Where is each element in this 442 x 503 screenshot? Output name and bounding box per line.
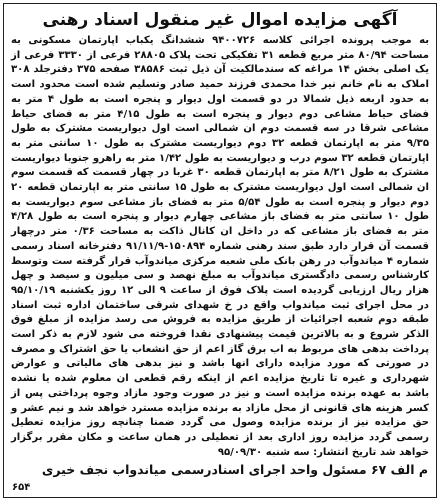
notice-frame bbox=[3, 3, 437, 498]
notice-signature: م الف ۶۷ مسئول واحد اجرای اسنادرسمی میاندواب نجف خیری bbox=[41, 462, 428, 478]
notice-body: به موجب پرونده اجرائی کلاسه ۹۴۰۰۷۲۶ ششدانگ یکباب اپارتمان مسکونی به مساحت ۸۰/۹۴ متر مربع قطعه ۳۱ تفکیکی تحت پلاک ۲۸۸۰۵ فرعی از ۳۳۳۰ فرعی از یک اصلی بخش ۱۴ مراغه که سندمالکیت آن ذیل ثبت ۳۸۵۸۶ صفحه ۳۷۵ دفترجلد ۳۰۸ املاک به نام خانم نیر خدا محمدی فرزند حمید صادر وتسلیم شده است محدود است به حدود اربعه ذیل شمالا در دو قسمت اول دیوار و پنجره است به طول ۴ متر به فضای حیاط مشاعی دوم دیوار و پنجره است به طول ۴/۱۵ متر به فضای حیاط مشاعی شرقا در سه قسمت دوم ان شمالی است اول دیواریست مشترک به طول ۹/۳۵ متر به اپارتمان قطعه ۳۲ دوم دیواریست مشترک به طول ۱۰ سانتی متر به اپارتمان قطعه ۳۲ سوم درب و دیواریست به طول ۱/۴۲ متر به راهرو جنوبا دیواریست مشترک به طول ۸/۲۱ متر به اپارتمان قطعه ۳۰ غربا در چهار قسمت که قسمت سوم ان شمالی است اول دیواریست مشترک به طول ۱۵ سانتی متر به اپارتمان قطعه ۲۰ دوم دیوار و پنجره است به طول ۵/۵۴ متر به فضای باز مشاعی سوم دیواریست به طول ۱۰ سانتی متر به فضای باز مشاعی چهارم دیوار و پنجره است به طول ۴/۲۸ متر به فضای باز مشاعی که در داخل ان کانال ذاکت به مساحت ۰/۳۶ متر درچهار قسمت آن قرار دارد طبق سند رهنی شماره ۱۵۰۸۹۴-۹۱/۱۱/۹ دفترخانه اسناد رسمی شماره ۴ میاندوآب در رهن بانک ملی شعبه مرکزی میاندوآب قرار گرفته ست وتوسط کارشناس رسمی دادگستری میاندوآب به مبلغ نهصد و سی میلیون و سیصد و چهل هزار ریال ارزیابی گردیده است پلاک فوق از ساعت ۹ الی ۱۲ روز یکشنبه ۹۵/۱۰/۱۹ در محل اجرای ثبت میاندواب واقع در خ شهدای شرقی ساختمان اداره ثبت اسناد طبقه دوم شعبه اجرائیات از طریق مزایده به فروش می رسد مزایده از مبلغ فوق الذکر شروع و به بالاترین قیمت پیشنهادی نقدا فروخته می شود لازم به ذکر است پرداخت بدهی های مربوط به اب برق گاز اعم از حق انشعاب یا حق اشتراک و مصرف در صورتی که مورد مزایده دارای انها باشد و نیز بدهی های مالیاتی و عوارض شهرداری و غیره تا تاریخ مزایده اعم از اینکه رقم قطعی ان معلوم شده یا نشده باشد به عهده برنده مزایده است و نیز در صورت وجود مازاد وجوه پرداختی پس از کسر هزینه های قانونی از محل مازاد به برنده مزایده مسترد خواهد شد و نیم عشر و حق مزایده نیز از برنده مزایده وصول می گردد ضمنا چنانچه روز مزایده تعطیل رسمی گردد مزایده روز اداری بعد از تعطیلی در همان ساعت و مکان مقرر برگزار خواهد شد تاریخ انتشار: سه شنبه ۹۵/۰۹/۳۰ bbox=[11, 35, 430, 458]
notice-title: آگهی مزایده اموال غیر منقول اسناد رهنی bbox=[42, 10, 398, 30]
notice-code: ۶۵۴ bbox=[12, 482, 31, 493]
